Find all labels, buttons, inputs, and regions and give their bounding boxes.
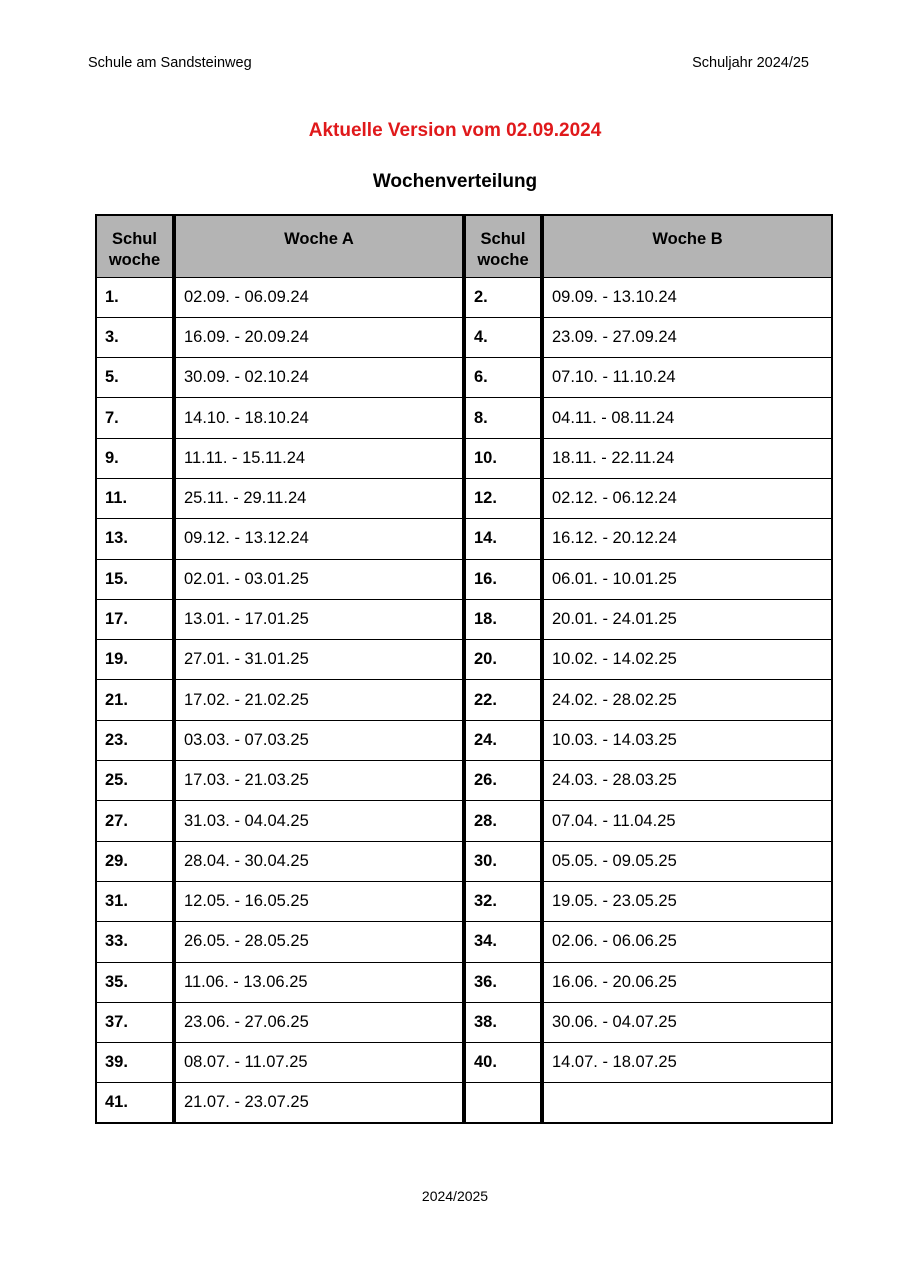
table-row [96, 398, 832, 438]
date-range-b: 14.07. - 18.07.25 [542, 1043, 832, 1083]
table-row [96, 1043, 832, 1083]
date-range-b: 09.09. - 13.10.24 [542, 277, 832, 317]
school-name: Schule am Sandsteinweg [88, 55, 252, 71]
table-row [96, 1083, 832, 1123]
week-number-b: 10. [464, 438, 542, 478]
date-range-a: 14.10. - 18.10.24 [174, 398, 464, 438]
date-range-b: 10.03. - 14.03.25 [542, 720, 832, 760]
week-number-a: 25. [96, 761, 174, 801]
week-number-a: 5. [96, 358, 174, 398]
footer-year: 2024/2025 [421, 1188, 489, 1204]
table-row [96, 720, 832, 760]
week-number-a: 13. [96, 519, 174, 559]
week-number-b: 20. [464, 640, 542, 680]
table-row [96, 881, 832, 921]
week-distribution-table [95, 214, 833, 1124]
week-number-b: 6. [464, 358, 542, 398]
date-range-a: 17.03. - 21.03.25 [174, 761, 464, 801]
date-range-b: 24.02. - 28.02.25 [542, 680, 832, 720]
date-range-b: 16.06. - 20.06.25 [542, 962, 832, 1002]
week-number-b: 16. [464, 559, 542, 599]
date-range-b: 19.05. - 23.05.25 [542, 881, 832, 921]
date-range-b: 16.12. - 20.12.24 [542, 519, 832, 559]
date-range-a: 30.09. - 02.10.24 [174, 358, 464, 398]
date-range-b: 02.06. - 06.06.25 [542, 922, 832, 962]
date-range-b: 07.10. - 11.10.24 [542, 358, 832, 398]
date-range-b: 20.01. - 24.01.25 [542, 599, 832, 639]
date-range-a: 31.03. - 04.04.25 [174, 801, 464, 841]
week-number-b: 2. [464, 277, 542, 317]
header-woche-b: Woche B [542, 215, 832, 277]
week-number-b: 28. [464, 801, 542, 841]
table-row [96, 841, 832, 881]
week-number-b: 8. [464, 398, 542, 438]
date-range-b: 10.02. - 14.02.25 [542, 640, 832, 680]
week-number-b: 34. [464, 922, 542, 962]
table-header-row [96, 215, 832, 277]
date-range-b: 06.01. - 10.01.25 [542, 559, 832, 599]
table-row [96, 640, 832, 680]
week-number-b: 38. [464, 1002, 542, 1042]
date-range-b: 24.03. - 28.03.25 [542, 761, 832, 801]
week-number-b: 36. [464, 962, 542, 1002]
date-range-a: 16.09. - 20.09.24 [174, 317, 464, 357]
date-range-b: 04.11. - 08.11.24 [542, 398, 832, 438]
week-number-a: 15. [96, 559, 174, 599]
header-schulwoche-a: Schul woche [96, 215, 174, 277]
date-range-a: 11.06. - 13.06.25 [174, 962, 464, 1002]
table-row [96, 519, 832, 559]
week-number-a: 29. [96, 841, 174, 881]
week-number-a: 37. [96, 1002, 174, 1042]
date-range-b: 18.11. - 22.11.24 [542, 438, 832, 478]
table-row [96, 277, 832, 317]
date-range-a: 23.06. - 27.06.25 [174, 1002, 464, 1042]
date-range-a: 12.05. - 16.05.25 [174, 881, 464, 921]
week-number-a: 3. [96, 317, 174, 357]
week-number-a: 27. [96, 801, 174, 841]
date-range-b: 02.12. - 06.12.24 [542, 478, 832, 518]
date-range-a: 02.01. - 03.01.25 [174, 559, 464, 599]
table-row [96, 1002, 832, 1042]
week-number-a: 33. [96, 922, 174, 962]
date-range-a: 08.07. - 11.07.25 [174, 1043, 464, 1083]
table-row [96, 801, 832, 841]
table-row [96, 478, 832, 518]
week-number-b: 24. [464, 720, 542, 760]
date-range-a: 09.12. - 13.12.24 [174, 519, 464, 559]
week-number-a: 39. [96, 1043, 174, 1083]
table-row [96, 680, 832, 720]
week-number-b: 22. [464, 680, 542, 720]
week-number-b: 14. [464, 519, 542, 559]
date-range-a: 25.11. - 29.11.24 [174, 478, 464, 518]
week-number-a: 11. [96, 478, 174, 518]
week-number-a: 1. [96, 277, 174, 317]
week-number-b: 30. [464, 841, 542, 881]
date-range-a: 17.02. - 21.02.25 [174, 680, 464, 720]
week-number-a: 35. [96, 962, 174, 1002]
date-range-b [542, 1083, 832, 1123]
week-number-a: 21. [96, 680, 174, 720]
date-range-a: 28.04. - 30.04.25 [174, 841, 464, 881]
week-number-b [464, 1083, 542, 1123]
table-row [96, 559, 832, 599]
week-number-a: 23. [96, 720, 174, 760]
school-year: Schuljahr 2024/25 [692, 55, 809, 71]
week-number-a: 9. [96, 438, 174, 478]
table-row [96, 358, 832, 398]
week-number-b: 4. [464, 317, 542, 357]
table-row [96, 438, 832, 478]
date-range-a: 13.01. - 17.01.25 [174, 599, 464, 639]
week-number-a: 17. [96, 599, 174, 639]
date-range-a: 02.09. - 06.09.24 [174, 277, 464, 317]
header-schulwoche-b: Schul woche [464, 215, 542, 277]
date-range-a: 11.11. - 15.11.24 [174, 438, 464, 478]
version-note: Aktuelle Version vom 02.09.2024 [308, 120, 602, 141]
table-row [96, 599, 832, 639]
date-range-a: 26.05. - 28.05.25 [174, 922, 464, 962]
week-number-a: 7. [96, 398, 174, 438]
date-range-a: 21.07. - 23.07.25 [174, 1083, 464, 1123]
date-range-a: 27.01. - 31.01.25 [174, 640, 464, 680]
week-number-b: 12. [464, 478, 542, 518]
table-row [96, 962, 832, 1002]
week-number-b: 18. [464, 599, 542, 639]
date-range-a: 03.03. - 07.03.25 [174, 720, 464, 760]
week-number-a: 31. [96, 881, 174, 921]
table-row [96, 317, 832, 357]
date-range-b: 30.06. - 04.07.25 [542, 1002, 832, 1042]
date-range-b: 07.04. - 11.04.25 [542, 801, 832, 841]
week-number-a: 19. [96, 640, 174, 680]
date-range-b: 05.05. - 09.05.25 [542, 841, 832, 881]
page-title: Wochenverteilung [372, 171, 538, 192]
week-number-b: 32. [464, 881, 542, 921]
table-row [96, 922, 832, 962]
week-number-b: 40. [464, 1043, 542, 1083]
week-number-b: 26. [464, 761, 542, 801]
table-row [96, 761, 832, 801]
week-number-a: 41. [96, 1083, 174, 1123]
header-woche-a: Woche A [174, 215, 464, 277]
date-range-b: 23.09. - 27.09.24 [542, 317, 832, 357]
